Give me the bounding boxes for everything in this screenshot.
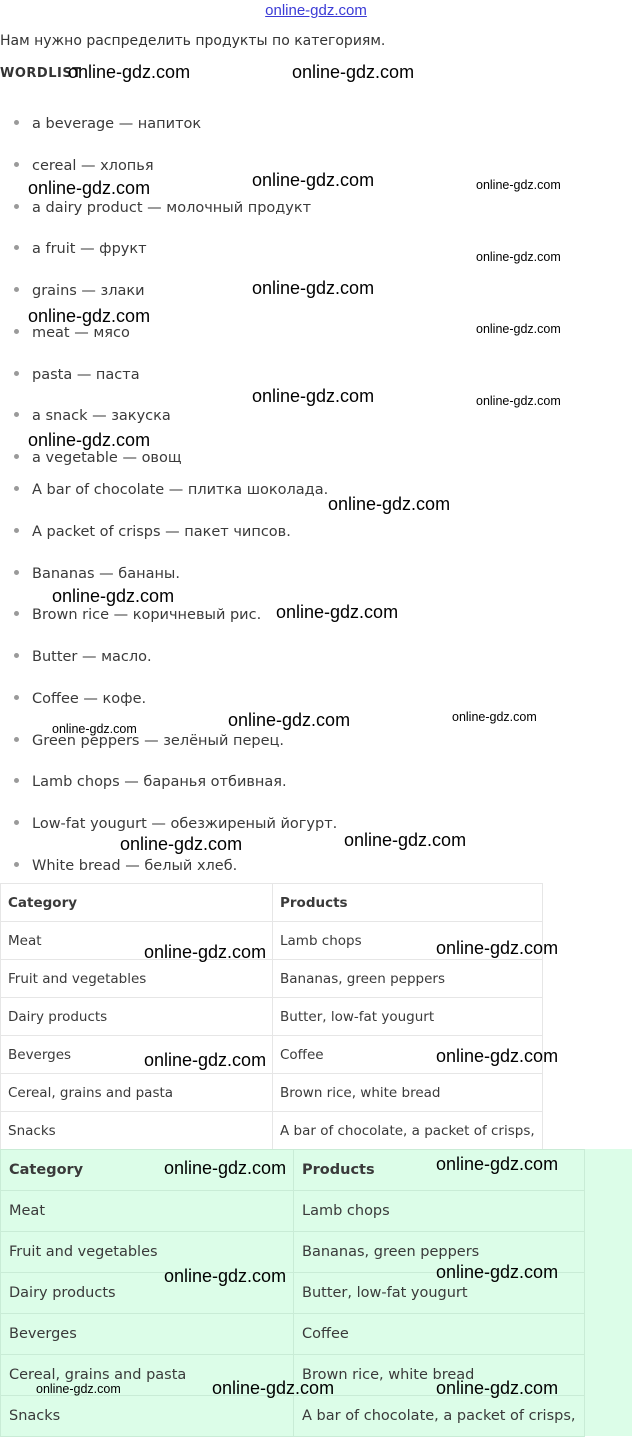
bullet-icon (14, 162, 19, 167)
word-text: pasta — паста (32, 367, 140, 383)
watermark: online-gdz.com (292, 62, 415, 82)
list-item (14, 566, 180, 582)
list-item (14, 482, 328, 498)
watermark: online-gdz.com (164, 1158, 287, 1178)
table-cell: Cereal, grains and pasta (1, 1355, 294, 1396)
answer-table (0, 1149, 585, 1437)
word-text: Low-fat yougurt — обезжиреный йогурт. (32, 816, 338, 832)
bullet-icon (14, 204, 19, 209)
table-cell: Butter, low-fat yougurt (273, 998, 543, 1036)
table-row (1, 1232, 585, 1273)
word-text: a vegetable — овощ (32, 450, 182, 466)
wordlist-heading: WORDLIST (0, 66, 82, 81)
watermark: online-gdz.com (436, 1378, 559, 1398)
watermark: online-gdz.com (68, 62, 191, 82)
word-text: Brown rice — коричневый рис. (32, 607, 262, 623)
list-item (14, 649, 152, 665)
table-header-row (1, 884, 543, 922)
watermark: online-gdz.com (144, 942, 267, 962)
watermark: online-gdz.com (120, 834, 243, 854)
bullet-icon (14, 737, 19, 742)
table-cell: Beverges (1, 1036, 273, 1074)
list-item (14, 158, 154, 174)
bullet-icon (14, 611, 19, 616)
table-row (1, 1074, 543, 1112)
word-text: a fruit — фрукт (32, 241, 147, 257)
table-row (1, 1036, 543, 1074)
bullet-icon (14, 287, 19, 292)
list-item (14, 325, 130, 341)
word-text: a snack — закуска (32, 408, 171, 424)
table-cell: Dairy products (1, 998, 273, 1036)
bullet-icon (14, 695, 19, 700)
table-cell: Coffee (294, 1314, 585, 1355)
watermark: online-gdz.com (476, 322, 561, 336)
table-cell: A bar of chocolate, a packet of crisps, (294, 1396, 585, 1437)
word-text: A packet of crisps — пакет чипсов. (32, 524, 291, 540)
table-header-cell: Products (294, 1150, 585, 1191)
watermark: online-gdz.com (436, 1262, 559, 1282)
table-cell: Lamb chops (294, 1191, 585, 1232)
watermark: online-gdz.com (164, 1266, 287, 1286)
bullet-icon (14, 778, 19, 783)
table-cell: Fruit and vegetables (1, 960, 273, 998)
watermark: online-gdz.com (436, 938, 559, 958)
table-header-cell: Category (1, 1150, 294, 1191)
table-cell: Fruit and vegetables (1, 1232, 294, 1273)
table-row (1, 1396, 585, 1437)
watermark: online-gdz.com (144, 1050, 267, 1070)
table-cell: Snacks (1, 1112, 273, 1150)
table-row (1, 998, 543, 1036)
word-text: Coffee — кофе. (32, 691, 147, 707)
table-header-cell: Products (273, 884, 543, 922)
bullet-icon (14, 862, 19, 867)
bullet-icon (14, 653, 19, 658)
word-text: Bananas — бананы. (32, 566, 180, 582)
table-header-row (1, 1150, 585, 1191)
watermark: online-gdz.com (328, 494, 451, 514)
word-text: cereal — хлопья (32, 158, 154, 174)
table-cell: Meat (1, 1191, 294, 1232)
table-cell: Brown rice, white bread (273, 1074, 543, 1112)
bullet-icon (14, 245, 19, 250)
table-row (1, 1314, 585, 1355)
table-row (1, 960, 543, 998)
watermark: online-gdz.com (28, 306, 151, 326)
watermark: online-gdz.com (252, 278, 375, 298)
table-row (1, 1112, 543, 1150)
watermark: online-gdz.com (252, 170, 375, 190)
category-table (0, 883, 543, 1150)
table-cell: Dairy products (1, 1273, 294, 1314)
watermark: online-gdz.com (252, 386, 375, 406)
bullet-icon (14, 371, 19, 376)
table-cell: Bananas, green peppers (273, 960, 543, 998)
table-cell: Beverges (1, 1314, 294, 1355)
list-item (14, 858, 237, 874)
list-item (14, 367, 140, 383)
watermark: online-gdz.com (52, 722, 137, 736)
watermark: online-gdz.com (476, 178, 561, 192)
word-text: A bar of chocolate — плитка шоколада. (32, 482, 329, 498)
bullet-icon (14, 570, 19, 575)
table-row (1, 1273, 585, 1314)
list-item (14, 200, 311, 216)
list-item (14, 691, 146, 707)
watermark: online-gdz.com (36, 1382, 121, 1396)
watermark: online-gdz.com (28, 430, 151, 450)
site-link[interactable]: online-gdz.com (265, 2, 367, 19)
word-text: a dairy product — молочный продукт (32, 200, 312, 216)
list-item (14, 733, 284, 749)
word-text: Lamb chops — баранья отбивная. (32, 774, 287, 790)
table-cell: Snacks (1, 1396, 294, 1437)
word-text: grains — злаки (32, 283, 145, 299)
table-cell: Coffee (273, 1036, 543, 1074)
word-text: meat — мясо (32, 325, 130, 341)
table-row (1, 1191, 585, 1232)
table-row (1, 1355, 585, 1396)
list-item (14, 607, 261, 623)
table-cell: Lamb chops (273, 922, 543, 960)
table-header-cell: Category (1, 884, 273, 922)
watermark: online-gdz.com (344, 830, 467, 850)
word-text: Green peppers — зелёный перец. (32, 733, 284, 749)
watermark: online-gdz.com (52, 586, 175, 606)
list-item (14, 450, 182, 466)
bullet-icon (14, 120, 19, 125)
table-cell: Brown rice, white bread (294, 1355, 585, 1396)
watermark: online-gdz.com (276, 602, 399, 622)
watermark: online-gdz.com (228, 710, 351, 730)
watermark: online-gdz.com (452, 710, 537, 724)
bullet-icon (14, 454, 19, 459)
bullet-icon (14, 329, 19, 334)
table-cell: Butter, low-fat yougurt (294, 1273, 585, 1314)
list-item (14, 816, 337, 832)
bullet-icon (14, 412, 19, 417)
intro-text: Нам нужно распределить продукты по категориям. (0, 33, 386, 49)
bullet-icon (14, 486, 19, 491)
list-item (14, 774, 287, 790)
watermark: online-gdz.com (476, 250, 561, 264)
list-item (14, 524, 291, 540)
word-text: Butter — масло. (32, 649, 152, 665)
list-item (14, 116, 201, 132)
table-cell: Bananas, green peppers (294, 1232, 585, 1273)
word-text: White bread — белый хлеб. (32, 858, 238, 874)
table-cell: Cereal, grains and pasta (1, 1074, 273, 1112)
bullet-icon (14, 820, 19, 825)
table-cell: Meat (1, 922, 273, 960)
watermark: online-gdz.com (476, 394, 561, 408)
watermark: online-gdz.com (212, 1378, 335, 1398)
list-item (14, 408, 171, 424)
table-cell: A bar of chocolate, a packet of crisps, (273, 1112, 543, 1150)
list-item (14, 241, 147, 257)
watermark: online-gdz.com (436, 1154, 559, 1174)
table-row (1, 922, 543, 960)
watermark: online-gdz.com (28, 178, 151, 198)
list-item (14, 283, 145, 299)
bullet-icon (14, 528, 19, 533)
word-text: a beverage — напиток (32, 116, 202, 132)
watermark: online-gdz.com (436, 1046, 559, 1066)
